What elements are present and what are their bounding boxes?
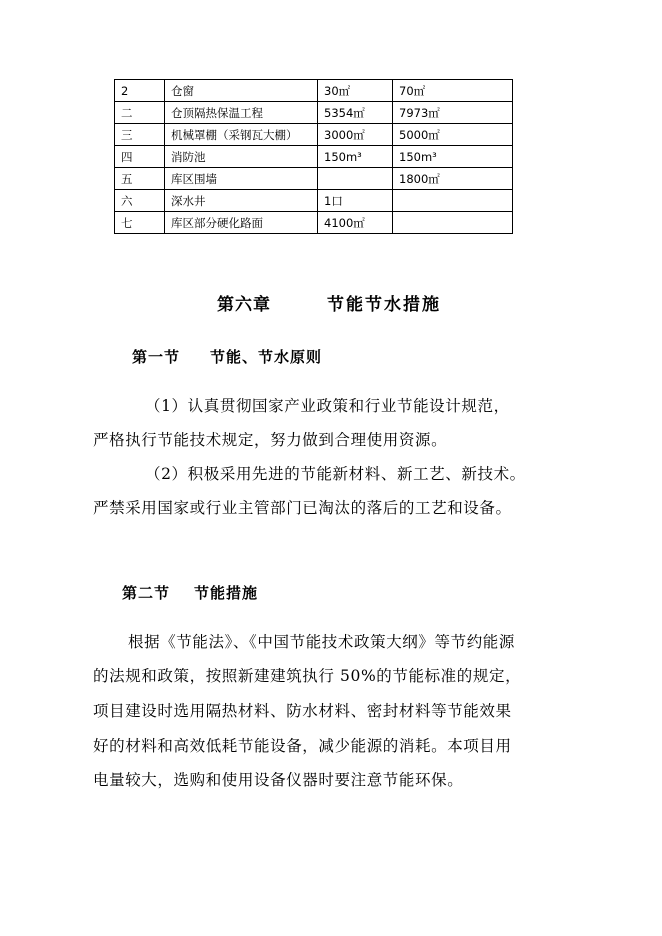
table-cell-existing: 1口 [318,190,393,212]
table-cell-item: 库区围墙 [165,168,318,190]
table-row [115,102,513,124]
section-heading-principles [132,346,323,367]
paragraph-line: 严禁采用国家或行业主管部门已淘汰的落后的工艺和设备。 [93,499,512,517]
table-cell-index: 七 [115,212,165,234]
section-title: 节能、节水原则 [210,348,323,366]
table-cell-planned: 150m³ [393,146,513,168]
paragraph-line: 的法规和政策，按照新建建筑执行 50%的节能标准的规定， [93,667,522,685]
table-cell-index: 二 [115,102,165,124]
table-cell-planned: 70㎡ [393,80,513,102]
table-row [115,80,513,102]
table-cell-item: 仓窗 [165,80,318,102]
section-heading-measures [122,582,259,603]
section-number: 第二节 [122,584,171,602]
paragraph-line: （1）认真贯彻国家产业政策和行业节能设计规范， [145,397,510,415]
table-cell-item: 机械罩棚（采钢瓦大棚） [165,124,318,146]
table-cell-index: 四 [115,146,165,168]
table-cell-planned: 7973㎡ [393,102,513,124]
table-cell-item: 库区部分硬化路面 [165,212,318,234]
chapter-title: 节能节水措施 [327,295,441,315]
paragraph-line: 项目建设时选用隔热材料、防水材料、密封材料等节能效果 [93,702,512,720]
table-row [115,146,513,168]
paragraph-line: 根据《节能法》、《中国节能技术政策大纲》等节约能源 [128,633,516,651]
paragraph-line: 严格执行节能技术规定，努力做到合理使用资源。 [93,431,448,449]
table-cell-item: 消防池 [165,146,318,168]
table-cell-item: 仓顶隔热保温工程 [165,102,318,124]
chapter-number: 第六章 [217,295,271,315]
table-cell-item: 深水井 [165,190,318,212]
table-row [115,190,513,212]
table-cell-planned: 1800㎡ [393,168,513,190]
table-cell-index: 五 [115,168,165,190]
table-row [115,124,513,146]
table-row [115,212,513,234]
section-number: 第一节 [132,348,181,366]
table-cell-index: 六 [115,190,165,212]
table-cell-planned [393,212,513,234]
paragraph-line: 好的材料和高效低耗节能设备，减少能源的消耗。本项目用 [93,737,512,755]
table-cell-existing [318,168,393,190]
table-cell-existing: 5354㎡ [318,102,393,124]
table-cell-existing: 150m³ [318,146,393,168]
table-cell-existing: 3000㎡ [318,124,393,146]
quantity-table-body [115,80,513,234]
quantity-table [114,79,513,234]
table-cell-existing: 30㎡ [318,80,393,102]
section-title: 节能措施 [194,584,259,602]
table-cell-index: 三 [115,124,165,146]
table-row [115,168,513,190]
table-cell-planned: 5000㎡ [393,124,513,146]
table-cell-index: 2 [115,80,165,102]
table-cell-existing: 4100㎡ [318,212,393,234]
paragraph-line: 电量较大，选购和使用设备仪器时要注意节能环保。 [93,771,464,789]
paragraph-line: （2）积极采用先进的节能新材料、新工艺、新技术。 [145,465,526,483]
table-cell-planned [393,190,513,212]
